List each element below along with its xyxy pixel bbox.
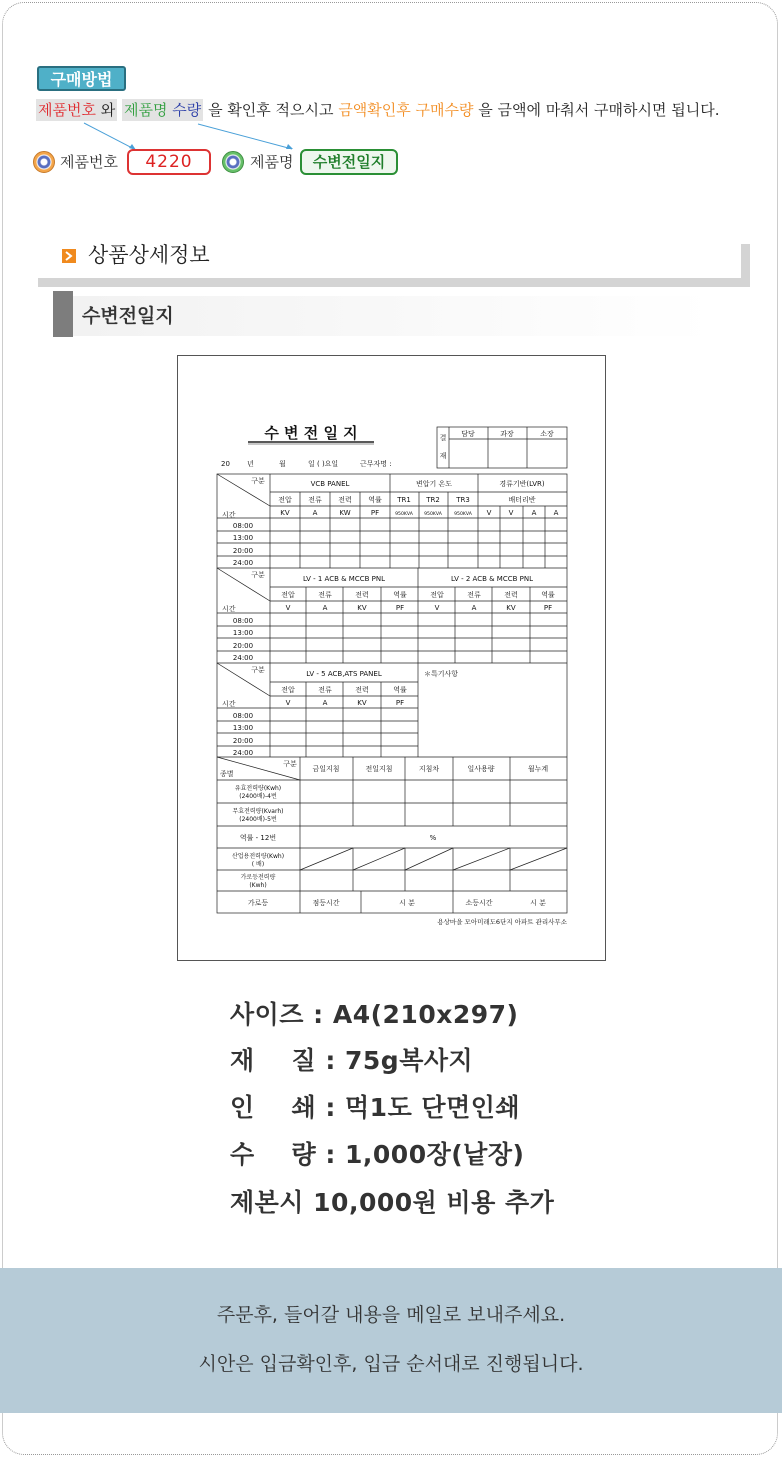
t1-sub: 역률 bbox=[368, 496, 382, 504]
spec-material: 재 질 : 75g복사지 bbox=[230, 1046, 474, 1075]
t1-sub: TR2 bbox=[426, 496, 440, 504]
bullet-circle-icon bbox=[33, 151, 55, 173]
t2-sub: 전압 bbox=[281, 591, 295, 599]
t1-unit: KV bbox=[280, 509, 290, 517]
instr-product-name: 제품명 bbox=[124, 101, 168, 119]
time-row: 13:00 bbox=[232, 724, 254, 732]
product-name-value: 수변전일지 bbox=[300, 149, 398, 175]
time-row: 13:00 bbox=[232, 629, 254, 637]
t2-unit: KV bbox=[506, 604, 516, 612]
time-row: 24:00 bbox=[232, 654, 254, 662]
spec-quantity: 수 량 : 1,000장(낱장) bbox=[230, 1140, 525, 1169]
t4-col: 금일지침 bbox=[312, 765, 340, 773]
t2-unit: V bbox=[434, 604, 440, 612]
t4-col: 일사용량 bbox=[467, 765, 495, 773]
time-row: 20:00 bbox=[232, 737, 254, 745]
chevron-right-icon bbox=[62, 249, 76, 263]
active-energy-sub: (2400배)-4번 bbox=[239, 793, 277, 800]
t4-col: 월누계 bbox=[527, 765, 549, 773]
power-factor-label: 역률 - 12번 bbox=[239, 834, 277, 842]
active-energy-label: 유효전력량(Kwh) bbox=[234, 785, 282, 792]
temp-header: 변압기 온도 bbox=[415, 480, 453, 488]
div-label: 구분 bbox=[251, 477, 265, 485]
approval-header: 과장 bbox=[500, 430, 514, 438]
section-divider bbox=[38, 278, 750, 287]
product-code-label: 제품번호 bbox=[60, 153, 118, 171]
lvr-header: 경류기반(LVR) bbox=[499, 480, 545, 488]
t2-sub: 전압 bbox=[430, 591, 444, 599]
t3-sub: 전류 bbox=[318, 686, 332, 694]
reactive-energy-sub: (2400배)-5번 bbox=[239, 816, 277, 823]
t2-unit: V bbox=[285, 604, 291, 612]
time-label: 시간 bbox=[222, 700, 236, 708]
t1-sub: 전압 bbox=[278, 496, 292, 504]
t2-sub: 전력 bbox=[355, 591, 369, 599]
approval-label: 재 bbox=[439, 452, 447, 460]
section-divider-edge bbox=[741, 244, 750, 287]
time-row: 24:00 bbox=[232, 559, 254, 567]
form-footer: 용상마을 모아미래도6단지 아파트 관리사무소 bbox=[437, 918, 567, 926]
lv2-header: LV - 2 ACB & MCCB PNL bbox=[450, 575, 534, 583]
time-row: 20:00 bbox=[232, 642, 254, 650]
t3-sub: 전력 bbox=[355, 686, 369, 694]
time-row: 08:00 bbox=[232, 522, 254, 530]
kind-label: 종별 bbox=[220, 770, 234, 778]
bullet-circle-icon bbox=[222, 151, 244, 173]
t1-unit: 950KVA bbox=[424, 512, 442, 517]
t1-unit: KW bbox=[339, 509, 351, 517]
t1-sub: TR1 bbox=[397, 496, 411, 504]
time-row: 20:00 bbox=[232, 547, 254, 555]
t2-sub: 역률 bbox=[393, 591, 407, 599]
t1-unit: A bbox=[553, 509, 559, 517]
percent-sign: % bbox=[429, 834, 437, 842]
instr-quantity: 수량 bbox=[172, 101, 202, 119]
streetlight-energy-sub: (Kwh) bbox=[249, 882, 267, 889]
form-sheet bbox=[178, 356, 607, 962]
streetlight-energy-label: 가로등전력량 bbox=[240, 874, 276, 881]
approval-label: 결 bbox=[439, 434, 447, 442]
t1-unit: 950KVA bbox=[395, 512, 413, 517]
date-month-label: 월 bbox=[279, 460, 286, 468]
time-label: 시간 bbox=[222, 511, 236, 519]
t1-sub: TR3 bbox=[456, 496, 470, 504]
instr-text: 을 금액에 마춰서 구매하시면 됩니다. bbox=[478, 101, 720, 119]
light-on-time: 점등시간 bbox=[312, 899, 340, 907]
t2-unit: PF bbox=[395, 604, 405, 612]
instr-text: 을 확인후 적으시고 bbox=[208, 101, 334, 119]
product-code-value: 4220 bbox=[127, 149, 211, 175]
t3-sub: 역률 bbox=[393, 686, 407, 694]
div-label: 구분 bbox=[283, 760, 297, 768]
time-row: 08:00 bbox=[232, 712, 254, 720]
date-year: 20 bbox=[221, 460, 230, 468]
special-notes: ＊특기사항 bbox=[424, 670, 459, 678]
light-off-time: 소등시간 bbox=[465, 899, 493, 907]
t1-unit: V bbox=[508, 509, 514, 517]
instr-text: 와 bbox=[100, 101, 116, 119]
t2-unit: A bbox=[322, 604, 328, 612]
t1-unit: V bbox=[486, 509, 492, 517]
t2-sub: 전류 bbox=[318, 591, 332, 599]
t3-unit: PF bbox=[395, 699, 405, 707]
form-title: 수 변 전 일 지 bbox=[264, 424, 358, 442]
industrial-energy-sub: ( 배) bbox=[251, 861, 265, 868]
t1-sub: 전력 bbox=[338, 496, 352, 504]
product-name-label: 제품명 bbox=[250, 153, 294, 171]
notice-line-2: 시안은 입금확인후, 입금 순서대로 진행됩니다. bbox=[198, 1353, 584, 1375]
t4-col: 전일지침 bbox=[365, 765, 393, 773]
lv5-header: LV - 5 ACB,ATS PANEL bbox=[306, 670, 382, 678]
vcb-panel-header: VCB PANEL bbox=[310, 480, 350, 488]
notice-banner bbox=[0, 1268, 782, 1413]
div-label: 구분 bbox=[251, 571, 265, 579]
instr-product-code: 제품번호 bbox=[38, 101, 96, 119]
industrial-energy-label: 산업용전력량(Kwh) bbox=[231, 853, 285, 860]
notice-line-1: 주문후, 들어갈 내용을 메일로 보내주세요. bbox=[216, 1304, 566, 1326]
t1-unit: PF bbox=[370, 509, 380, 517]
t1-sub: 배터리반 bbox=[508, 496, 536, 504]
spec-size: 사이즈 : A4(210x297) bbox=[230, 1000, 519, 1029]
t3-unit: KV bbox=[357, 699, 367, 707]
product-subtitle: 수변전일지 bbox=[82, 305, 174, 327]
purchase-method-tag: 구매방법 bbox=[37, 66, 126, 91]
t2-sub: 전력 bbox=[504, 591, 518, 599]
approval-header: 소장 bbox=[540, 430, 554, 438]
streetlight-label: 가로등 bbox=[247, 899, 269, 907]
spec-print: 인 쇄 : 먹1도 단면인쇄 bbox=[230, 1093, 521, 1122]
approval-header: 담당 bbox=[461, 430, 475, 438]
t3-unit: A bbox=[322, 699, 328, 707]
hour-min: 시 분 bbox=[399, 899, 415, 907]
t1-sub: 전류 bbox=[308, 496, 322, 504]
t2-sub: 전류 bbox=[467, 591, 481, 599]
instr-amount-check: 금액확인후 bbox=[338, 101, 411, 119]
t2-unit: A bbox=[471, 604, 477, 612]
date-year-label: 년 bbox=[247, 460, 254, 468]
t1-unit: A bbox=[312, 509, 318, 517]
t2-sub: 역률 bbox=[541, 591, 555, 599]
t2-unit: PF bbox=[543, 604, 553, 612]
lv1-header: LV - 1 ACB & MCCB PNL bbox=[302, 575, 386, 583]
t2-unit: KV bbox=[357, 604, 367, 612]
div-label: 구분 bbox=[251, 666, 265, 674]
form-preview bbox=[177, 355, 606, 961]
t3-sub: 전압 bbox=[281, 686, 295, 694]
date-day-label: 일 ( )요일 bbox=[308, 460, 339, 468]
time-row: 24:00 bbox=[232, 749, 254, 757]
subtitle-marker bbox=[53, 291, 73, 337]
worker-name-label: 근무자명 : bbox=[360, 460, 392, 468]
instr-purchase-qty: 구매수량 bbox=[415, 101, 474, 119]
time-label: 시간 bbox=[222, 605, 236, 613]
section-title: 상품상세정보 bbox=[88, 243, 210, 267]
reactive-energy-label: 무효전력량(Kvarh) bbox=[232, 808, 284, 815]
time-row: 13:00 bbox=[232, 534, 254, 542]
time-row: 08:00 bbox=[232, 617, 254, 625]
t4-col: 지침차 bbox=[418, 765, 440, 773]
spec-binding: 제본시 10,000원 비용 추가 bbox=[230, 1188, 555, 1217]
t1-unit: 950KVA bbox=[454, 512, 472, 517]
t1-unit: A bbox=[531, 509, 537, 517]
hour-min: 시 분 bbox=[530, 899, 546, 907]
t3-unit: V bbox=[285, 699, 291, 707]
